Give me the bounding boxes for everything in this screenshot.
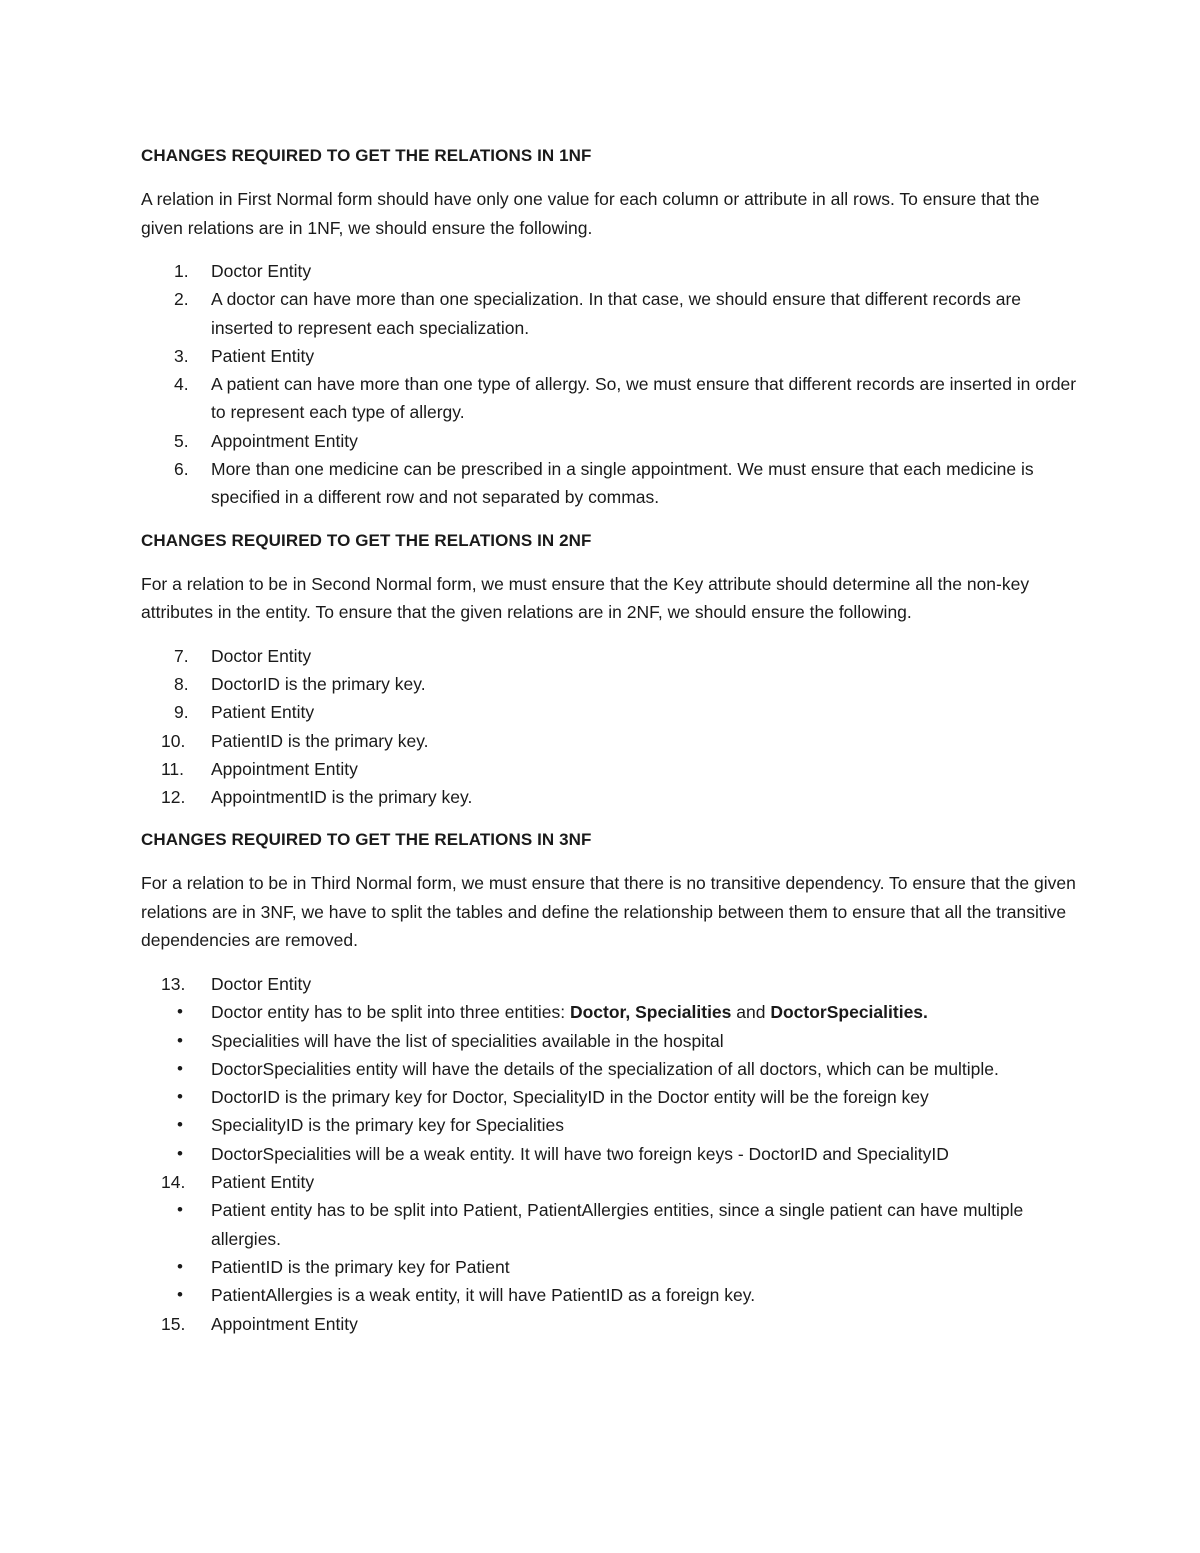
list-item-text: Appointment Entity xyxy=(211,758,358,779)
list-item xyxy=(141,783,1081,811)
list-item-patient-entity xyxy=(141,1168,1081,1196)
list-item-text: Doctor Entity xyxy=(211,261,312,281)
list-item xyxy=(141,698,1081,726)
list-item xyxy=(141,670,1081,698)
list-number: 11. xyxy=(161,758,185,779)
list-item xyxy=(141,642,1081,670)
list-number: 5. xyxy=(174,430,189,451)
bullet-icon: • xyxy=(177,1002,183,1022)
document-page xyxy=(141,142,1081,1353)
list-item-text: More than one medicine can be prescribed in a single appointment. We must ensure that each medicine is specified in a different row and not separated by commas. xyxy=(211,459,1034,508)
list-item-text: Appointment Entity xyxy=(211,430,358,451)
numbered-list-2nf xyxy=(141,642,1081,812)
list-number: 1. xyxy=(174,261,189,281)
section-intro-2nf: For a relation to be in Second Normal form, we must ensure that the Key attribute should determine all the non-key attributes in the entity. To ensure that the given relations are in 2NF, we should ensure the following. xyxy=(141,573,1030,623)
bullet-text: PatientAllergies is a weak entity, it will have PatientID as a foreign key. xyxy=(211,1285,756,1306)
list-number: 3. xyxy=(174,345,189,366)
list-number: 10. xyxy=(161,730,186,751)
section-intro-3nf: For a relation to be in Third Normal form, we must ensure that there is no transitive dependency. To ensure that the given relations are in 3NF, we have to split the tables and define the relationship between them to ensure that all the transitive dependencies are removed. xyxy=(141,873,1076,951)
list-number: 14. xyxy=(161,1172,186,1193)
bullet-text-bold-doctor-specialities: Doctor, Specialities xyxy=(569,1002,732,1023)
section-heading-3nf: CHANGES REQUIRED TO GET THE RELATIONS IN 3NF xyxy=(141,830,592,850)
bullet-text-pre: Doctor entity has to be split into three entities: xyxy=(211,1002,570,1023)
list-item xyxy=(141,455,1081,512)
list-item xyxy=(141,285,1081,342)
bullet-icon: • xyxy=(177,1200,183,1220)
bullet-item xyxy=(141,998,1081,1026)
bullet-item xyxy=(141,1083,1081,1111)
bullet-item xyxy=(141,1196,1081,1253)
numbered-list-1nf xyxy=(141,257,1081,512)
bullet-text-mid: and xyxy=(731,1002,771,1023)
list-item-text: Patient Entity xyxy=(211,345,315,366)
bullet-item xyxy=(141,1027,1081,1055)
list-item-appointment-entity xyxy=(141,1310,1081,1338)
list-item-text: Doctor Entity xyxy=(211,645,312,666)
bullet-item xyxy=(141,1281,1081,1309)
bullet-item xyxy=(141,1111,1081,1139)
list-number: 2. xyxy=(174,289,189,310)
list-item-text: DoctorID is the primary key. xyxy=(211,673,426,694)
list-item-text: Doctor Entity xyxy=(211,973,312,994)
section-heading-2nf: CHANGES REQUIRED TO GET THE RELATIONS IN 2NF xyxy=(141,530,592,550)
list-number: 15. xyxy=(161,1313,186,1334)
bullet-text: DoctorID is the primary key for Doctor, SpecialityID in the Doctor entity will be the foreign key xyxy=(211,1087,929,1108)
bullet-text: DoctorSpecialities will be a weak entity. It will have two foreign keys - DoctorID and SpecialityID xyxy=(211,1143,949,1164)
list-number: 13. xyxy=(161,973,186,994)
list-item xyxy=(141,427,1081,455)
list-number: 4. xyxy=(174,374,189,395)
list-number: 7. xyxy=(174,645,189,666)
list-number: 6. xyxy=(174,459,189,480)
list-item-doctor-entity xyxy=(141,970,1081,998)
list-item-text: AppointmentID is the primary key. xyxy=(211,787,473,808)
list-number: 8. xyxy=(174,673,189,694)
bullet-item xyxy=(141,1055,1081,1083)
list-item-text: Appointment Entity xyxy=(211,1313,358,1334)
bullet-icon: • xyxy=(177,1030,183,1050)
bullet-icon: • xyxy=(177,1087,183,1107)
bullet-text-bold-doctorspecialities: DoctorSpecialities. xyxy=(770,1002,928,1023)
bullet-text: PatientID is the primary key for Patient xyxy=(211,1256,510,1277)
list-item xyxy=(141,755,1081,783)
list-number: 12. xyxy=(161,787,186,808)
list-item-text: A patient can have more than one type of allergy. So, we must ensure that different records are inserted in order to represent each type of allergy. xyxy=(211,374,1077,423)
bullet-icon: • xyxy=(177,1115,183,1135)
bullet-icon: • xyxy=(177,1143,183,1163)
list-item xyxy=(141,257,1081,285)
bullet-item xyxy=(141,1253,1081,1281)
bullet-text: SpecialityID is the primary key for Specialities xyxy=(211,1115,565,1136)
bullet-text: DoctorSpecialities entity will have the details of the specialization of all doctors, which can be multiple. xyxy=(211,1058,999,1079)
list-item xyxy=(141,727,1081,755)
list-item-text: PatientID is the primary key. xyxy=(211,730,429,751)
bullet-icon: • xyxy=(177,1058,183,1078)
bullet-text: Specialities will have the list of specialities available in the hospital xyxy=(211,1030,724,1051)
list-item xyxy=(141,342,1081,370)
bullet-icon: • xyxy=(177,1256,183,1276)
list-item xyxy=(141,370,1081,427)
section-intro-1nf: A relation in First Normal form should have only one value for each column or attribute in all rows. To ensure that the given relations are in 1NF, we should ensure the following. xyxy=(141,189,1040,238)
list-number: 9. xyxy=(174,702,189,723)
list-item-text: Patient Entity xyxy=(211,1172,315,1193)
bullet-text: Patient entity has to be split into Patient, PatientAllergies entities, since a single patient can have multiple allergies. xyxy=(211,1200,1024,1249)
bullet-item xyxy=(141,1140,1081,1168)
section-heading-1nf: CHANGES REQUIRED TO GET THE RELATIONS IN 1NF xyxy=(141,146,592,165)
list-item-text: A doctor can have more than one specialization. In that case, we should ensure that different records are inserted to represent each specialization. xyxy=(211,289,1022,338)
list-item-text: Patient Entity xyxy=(211,702,315,723)
numbered-list-3nf xyxy=(141,970,1081,1338)
bullet-icon: • xyxy=(177,1285,183,1305)
